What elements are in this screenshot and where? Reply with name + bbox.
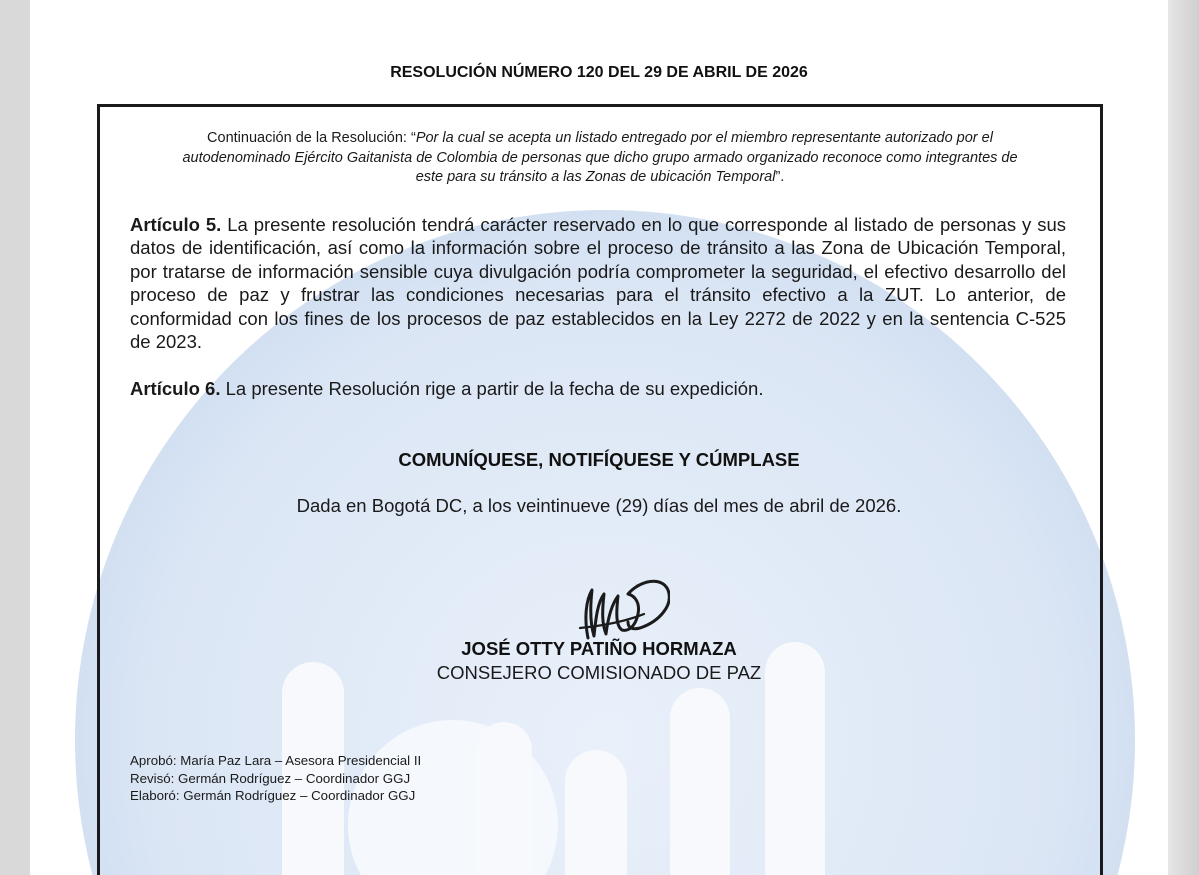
article-6-label: Artículo 6. [130,378,221,399]
reviewed-by: Revisó: Germán Rodríguez – Coordinador GGJ [130,770,411,786]
prepared-by: Elaboró: Germán Rodríguez – Coordinador GGJ [130,788,416,803]
article-5-label: Artículo 5. [130,214,222,235]
continuation-suffix: ”. [775,169,785,185]
article-5-text: La presente resolución tendrá carácter reservado en lo que corresponde al listado de personas y sus datos de identificación, así como la información sobre el proceso de tránsito a las Zona de Ubicación Temporal, por tratarse de información sensible cuya divulgación podría comprometer la seguridad, el efectivo desarrollo del proceso de paz y frustrar las condiciones necesarias para el tránsito efectivo a la ZUT. Lo anterior, de conformidad con los fines de los procesos de paz establecidos en la Ley 2272 de 2022 y en la sentencia C-525 de 2023. [130,214,1067,353]
handwritten-signature [540,568,670,648]
signer-name: JOSÉ OTTY PATIÑO HORMAZA [461,638,737,659]
approvals-block [130,752,421,805]
continuation-prefix: Continuación de la Resolución: “ [207,130,416,146]
article-6 [130,377,1066,400]
article-6-text: La presente Resolución rige a partir de la fecha de su expedición. [225,378,764,399]
signer-title: CONSEJERO COMISIONADO DE PAZ [436,662,762,683]
continuation-header [180,129,1020,188]
resolution-title: RESOLUCIÓN NÚMERO 120 DEL 29 DE ABRIL DE 2026 [390,64,808,81]
place-date-line: Dada en Bogotá DC, a los veintinueve (29) días del mes de abril de 2026. [296,495,902,516]
article-5 [130,213,1066,353]
approved-by: Aprobó: María Paz Lara – Asesora Presidencial II [130,753,422,768]
continuation-quote: Por la cual se acepta un listado entregado por el miembro representante autorizado por el autodenominado Ejército Gaitanista de Colombia de personas que dicho grupo armado organizado reconoce como integrantes de este para su tránsito a las Zonas de ubicación Temporal [182,130,1018,185]
closing-formula: COMUNÍQUESE, NOTIFÍQUESE Y CÚMPLASE [398,449,800,470]
document-page [30,0,1168,875]
page-edge-shadow [1168,0,1199,875]
